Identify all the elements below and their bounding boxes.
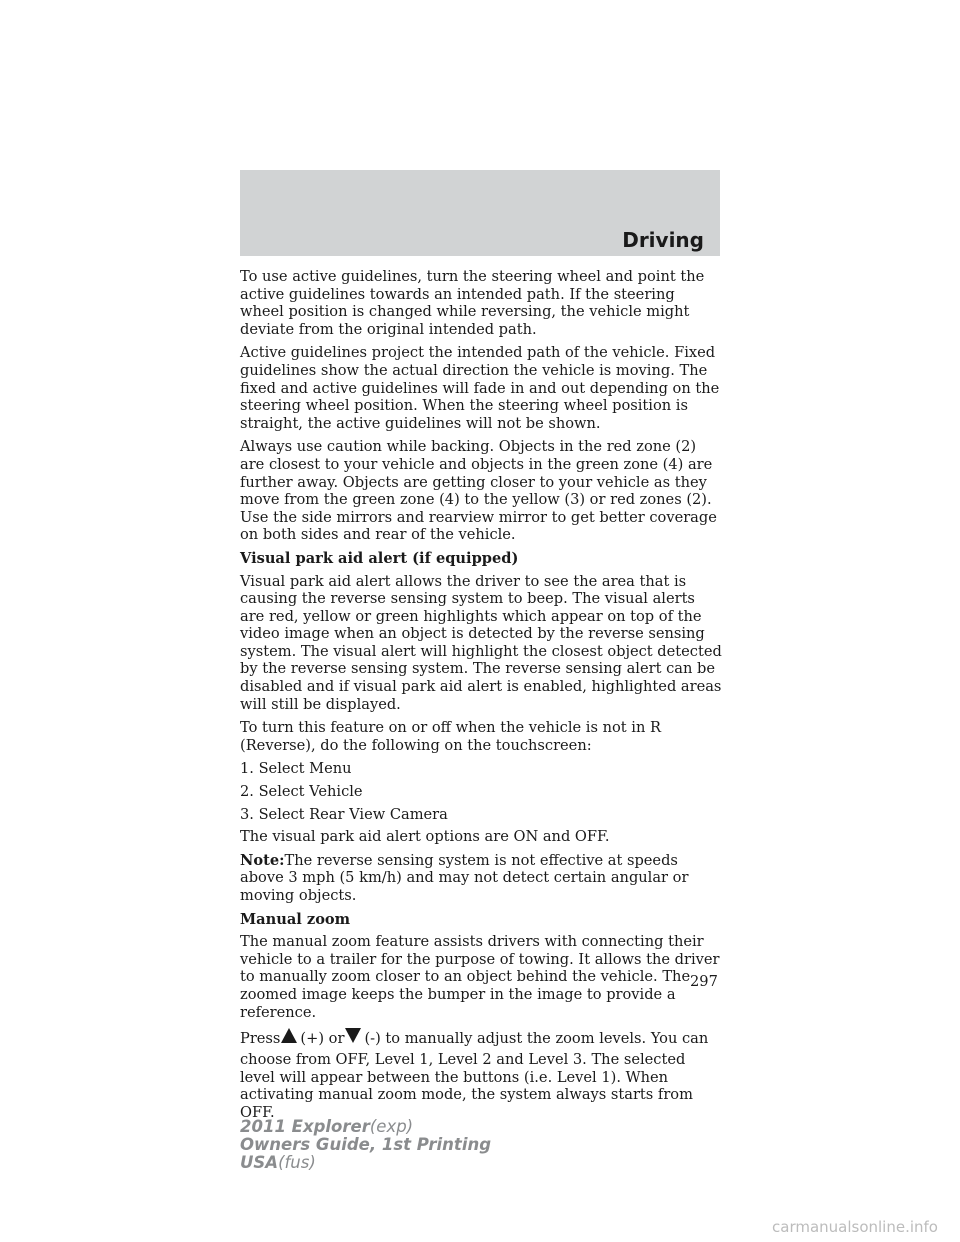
paragraph-active-guidelines-projection: Active guidelines project the intended path of the vehicle. Fixed guidelines show the actual direction the vehicle is moving. The fixed and active guidelines will fade in and out depending on the steering wheel position. When the steering wheel position is straight, the active guidelines will not be shown. — [240, 344, 720, 432]
paragraph-visual-alert-description: Visual park aid alert allows the driver to see the area that is causing the reverse sensing system to beep. The visual alerts are red, yellow or green highlights which appear on top of the video image when an object is detected by the reverse sensing system. The visual alert will highlight the closest object detected by the reverse sensing system. The reverse sensing alert can be disabled and if visual park aid alert is enabled, highlighted areas will still be displayed. — [240, 572, 722, 713]
step-select-menu: 1. Select Menu — [240, 760, 352, 778]
note-text: The reverse sensing system is not effective at speeds above 3 mph (5 km/h) and may not detect certain angular or moving objects. — [240, 851, 689, 904]
heading-manual-zoom: Manual zoom — [240, 910, 351, 928]
footer-market-name: USA — [240, 1153, 279, 1172]
heading-visual-park-aid-alert: Visual park aid alert (if equipped) — [240, 549, 519, 567]
page-number: 297 — [690, 973, 718, 990]
footer-printing-info — [240, 1118, 491, 1172]
minus-text: (-) to manually adjust the zoom levels. You can — [364, 1030, 709, 1048]
note-paragraph — [240, 852, 722, 905]
paragraph-press-zoom-buttons — [240, 1027, 722, 1051]
footer-model-code: (exp) — [369, 1117, 414, 1136]
note-label: Note: — [240, 851, 285, 869]
arrow-down-icon — [345, 1028, 361, 1043]
step-select-vehicle: 2. Select Vehicle — [240, 783, 363, 801]
footer-model-name: 2011 Explorer — [240, 1117, 370, 1136]
arrow-up-icon — [281, 1028, 297, 1043]
paragraph-manual-zoom-description: The manual zoom feature assists drivers with connecting their vehicle to a trailer for the purpose of towing. It allows the driver to manually zoom closer to an object behind the vehicle. The zoomed image keeps the bumper in the image to provide a reference. — [240, 933, 720, 1021]
paragraph-turn-feature-on-off: To turn this feature on or off when the vehicle is not in R (Reverse), do the following on the touchscreen: — [240, 719, 661, 754]
page-content — [240, 268, 722, 1128]
paragraph-active-guidelines-usage: To use active guidelines, turn the steering wheel and point the active guidelines towards an intended path. If the steering wheel position is changed while reversing, the vehicle might deviate from the original intended path. — [240, 268, 705, 338]
section-header-band — [240, 170, 720, 256]
step-select-rear-view-camera: 3. Select Rear View Camera — [240, 805, 448, 823]
footer-line-market — [240, 1154, 491, 1172]
paragraph-zoom-levels: choose from OFF, Level 1, Level 2 and Level 3. The selected level will appear between the buttons (i.e. Level 1). When activating manual zoom mode, the system always starts from OFF. — [240, 1051, 693, 1121]
press-word: Press — [240, 1030, 281, 1048]
section-title: Driving — [622, 228, 704, 252]
footer-line-model — [240, 1118, 491, 1136]
footer-line-guide: Owners Guide, 1st Printing — [240, 1135, 492, 1154]
paragraph-alert-options: The visual park aid alert options are ON and OFF. — [240, 828, 610, 846]
footer-market-code: (fus) — [278, 1153, 316, 1172]
watermark-text: carmanualsonline.info — [772, 1218, 938, 1236]
paragraph-caution-zones: Always use caution while backing. Objects in the red zone (2) are closest to your vehicle and objects in the green zone (4) are further away. Objects are getting closer to your vehicle as they move from the green zone (4) to the yellow (3) or red zones (2). Use the side mirrors and rearview mirror to get better coverage on both sides and rear of the vehicle. — [240, 438, 717, 544]
plus-text: (+) or — [300, 1030, 345, 1048]
